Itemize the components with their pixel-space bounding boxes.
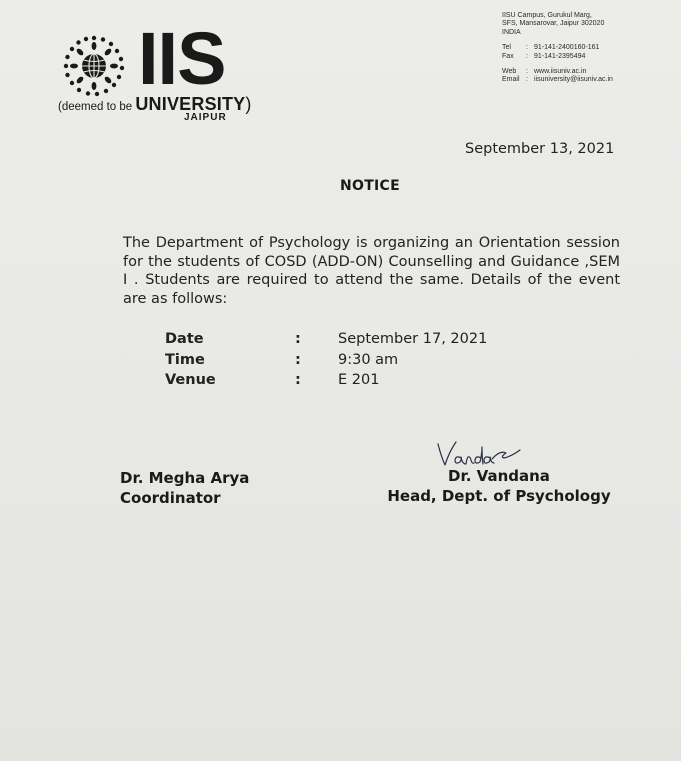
email-sep: : bbox=[526, 76, 528, 84]
signatory-left bbox=[120, 468, 249, 508]
logo-city: JAIPUR bbox=[184, 112, 227, 123]
globe-emblem-icon bbox=[62, 34, 126, 98]
address-line: IISU Campus, Gurukul Marg, bbox=[502, 12, 592, 19]
detail-value: 9:30 am bbox=[338, 351, 399, 368]
university-logo bbox=[58, 17, 268, 128]
detail-label: Venue bbox=[165, 372, 216, 388]
signatory-left-title: Coordinator bbox=[120, 489, 221, 507]
logo-tagline-suffix: ) bbox=[245, 94, 252, 114]
detail-value: E 201 bbox=[338, 372, 380, 388]
signatory-right-title: Head, Dept. of Psychology bbox=[387, 487, 611, 505]
detail-sep: : bbox=[295, 351, 301, 368]
logo-wordmark: IIS bbox=[138, 17, 226, 100]
email-label: Email bbox=[502, 76, 520, 84]
web-row bbox=[502, 68, 672, 76]
detail-row-venue bbox=[165, 370, 487, 391]
detail-label: Time bbox=[165, 351, 205, 368]
web-label: Web bbox=[502, 68, 517, 76]
logo-tagline-word: UNIVERSITY bbox=[135, 94, 246, 114]
fax-sep: : bbox=[526, 52, 528, 60]
contact-info bbox=[502, 12, 672, 85]
fax-row bbox=[502, 53, 672, 61]
notice-title: NOTICE bbox=[339, 178, 400, 194]
signatory-right-name: Dr. Vandana bbox=[448, 467, 550, 485]
detail-value: September 17, 2021 bbox=[338, 331, 488, 347]
detail-sep: : bbox=[295, 331, 301, 347]
notice-body: The Department of Psychology is organizing an Orientation session for the students of COSD (ADD-ON) Counselling and Guidance ,SEM I . Students are required to attend the same. Details of the event are as follows: bbox=[123, 235, 620, 307]
signatory-right bbox=[385, 466, 613, 506]
email-value: iisuniversity@iisuniv.ac.in bbox=[534, 76, 613, 84]
logo-tagline-prefix: (deemed to be bbox=[58, 101, 136, 113]
web-block bbox=[502, 68, 672, 85]
event-details bbox=[165, 329, 487, 391]
phone-block bbox=[502, 44, 672, 61]
detail-sep: : bbox=[295, 372, 301, 388]
fax-label: Fax bbox=[502, 52, 514, 60]
address-line: INDIA bbox=[502, 28, 521, 36]
address-block bbox=[502, 12, 672, 37]
detail-row-date bbox=[165, 329, 487, 350]
tel-label: Tel bbox=[502, 44, 511, 52]
email-row bbox=[502, 76, 672, 84]
web-value: www.iisuniv.ac.in bbox=[534, 68, 587, 76]
address-line: SFS, Mansarovar, Jaipur 302020 bbox=[502, 20, 605, 28]
notice-date: September 13, 2021 bbox=[465, 141, 615, 157]
web-sep: : bbox=[526, 68, 528, 76]
tel-value: 91-141-2400160-161 bbox=[534, 44, 600, 52]
detail-label: Date bbox=[165, 331, 204, 347]
tel-sep: : bbox=[526, 44, 528, 52]
detail-row-time bbox=[165, 350, 487, 371]
signatory-left-name: Dr. Megha Arya bbox=[120, 469, 250, 487]
tel-row bbox=[502, 44, 672, 52]
fax-value: 91-141-2395494 bbox=[534, 52, 586, 60]
